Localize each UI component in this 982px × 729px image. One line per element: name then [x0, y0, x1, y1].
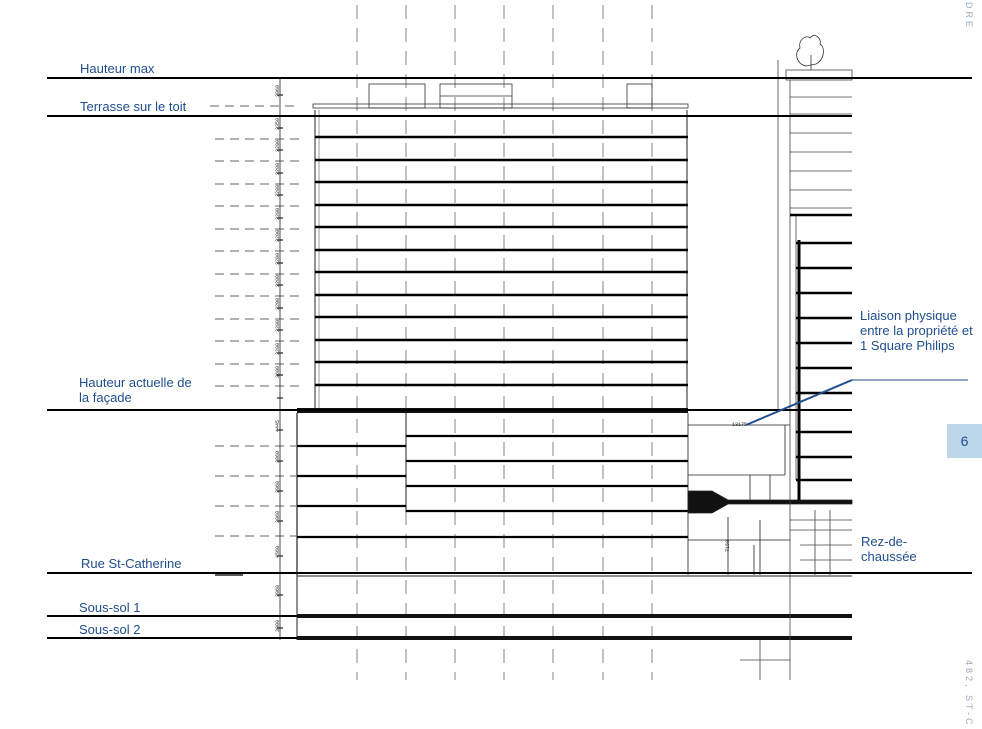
level-label-rue: Rue St-Catherine: [81, 556, 182, 571]
upper-tower: [297, 110, 688, 413]
dim-text: 3200: [275, 297, 281, 310]
neighbour-building: [740, 60, 852, 680]
tree-icon: [797, 36, 824, 70]
rez-dimension: 7150: [725, 539, 731, 552]
dim-text: 3600: [275, 365, 281, 378]
dim-text: 3960: [275, 480, 281, 493]
level-label-hauteur-actuelle: Hauteur actuelle de la façade: [79, 375, 192, 405]
grid-lines: [357, 5, 652, 680]
dim-text: 3350: [275, 117, 281, 130]
dim-text: 3200: [275, 207, 281, 220]
level-label-terrasse: Terrasse sur le toit: [80, 99, 187, 114]
liaison-dimension: 13175: [732, 422, 748, 428]
level-lines: [47, 78, 972, 638]
level-label-sous-sol-1: Sous-sol 1: [79, 600, 141, 615]
dim-text: 3960: [275, 84, 281, 97]
dim-text: 3200: [275, 252, 281, 265]
podium: [297, 413, 688, 575]
basement: [297, 575, 852, 640]
page-number-badge: 6: [947, 424, 982, 458]
left-ticks: [210, 106, 300, 536]
dim-text: 3200: [275, 139, 281, 152]
side-text-bottom: 482, ST-C: [964, 660, 974, 728]
rooftop-structures: [313, 84, 688, 108]
link-bridge: [688, 425, 852, 575]
dim-text: 3960: [275, 450, 281, 463]
dim-text: 3960: [275, 510, 281, 523]
dim-text: 3200: [275, 229, 281, 242]
side-text-top: DRE: [964, 2, 974, 31]
dim-text: 3960: [275, 584, 281, 597]
level-label-sous-sol-2: Sous-sol 2: [79, 622, 141, 637]
dim-text: 4445: [275, 419, 281, 432]
annotation-rez: Rez-de-chaussée: [861, 534, 917, 564]
dim-text: 3200: [275, 184, 281, 197]
level-label-hauteur-max: Hauteur max: [80, 61, 155, 76]
annotation-liaison: Liaison physique entre la propriété et 1 Square Philips: [860, 308, 973, 353]
dim-text: 3000: [275, 619, 281, 632]
dim-text: 3200: [275, 274, 281, 287]
dim-text: 3200: [275, 342, 281, 355]
dim-text: 3200: [275, 319, 281, 332]
dim-text: 3200: [275, 162, 281, 175]
dim-text: 4560: [275, 545, 281, 558]
